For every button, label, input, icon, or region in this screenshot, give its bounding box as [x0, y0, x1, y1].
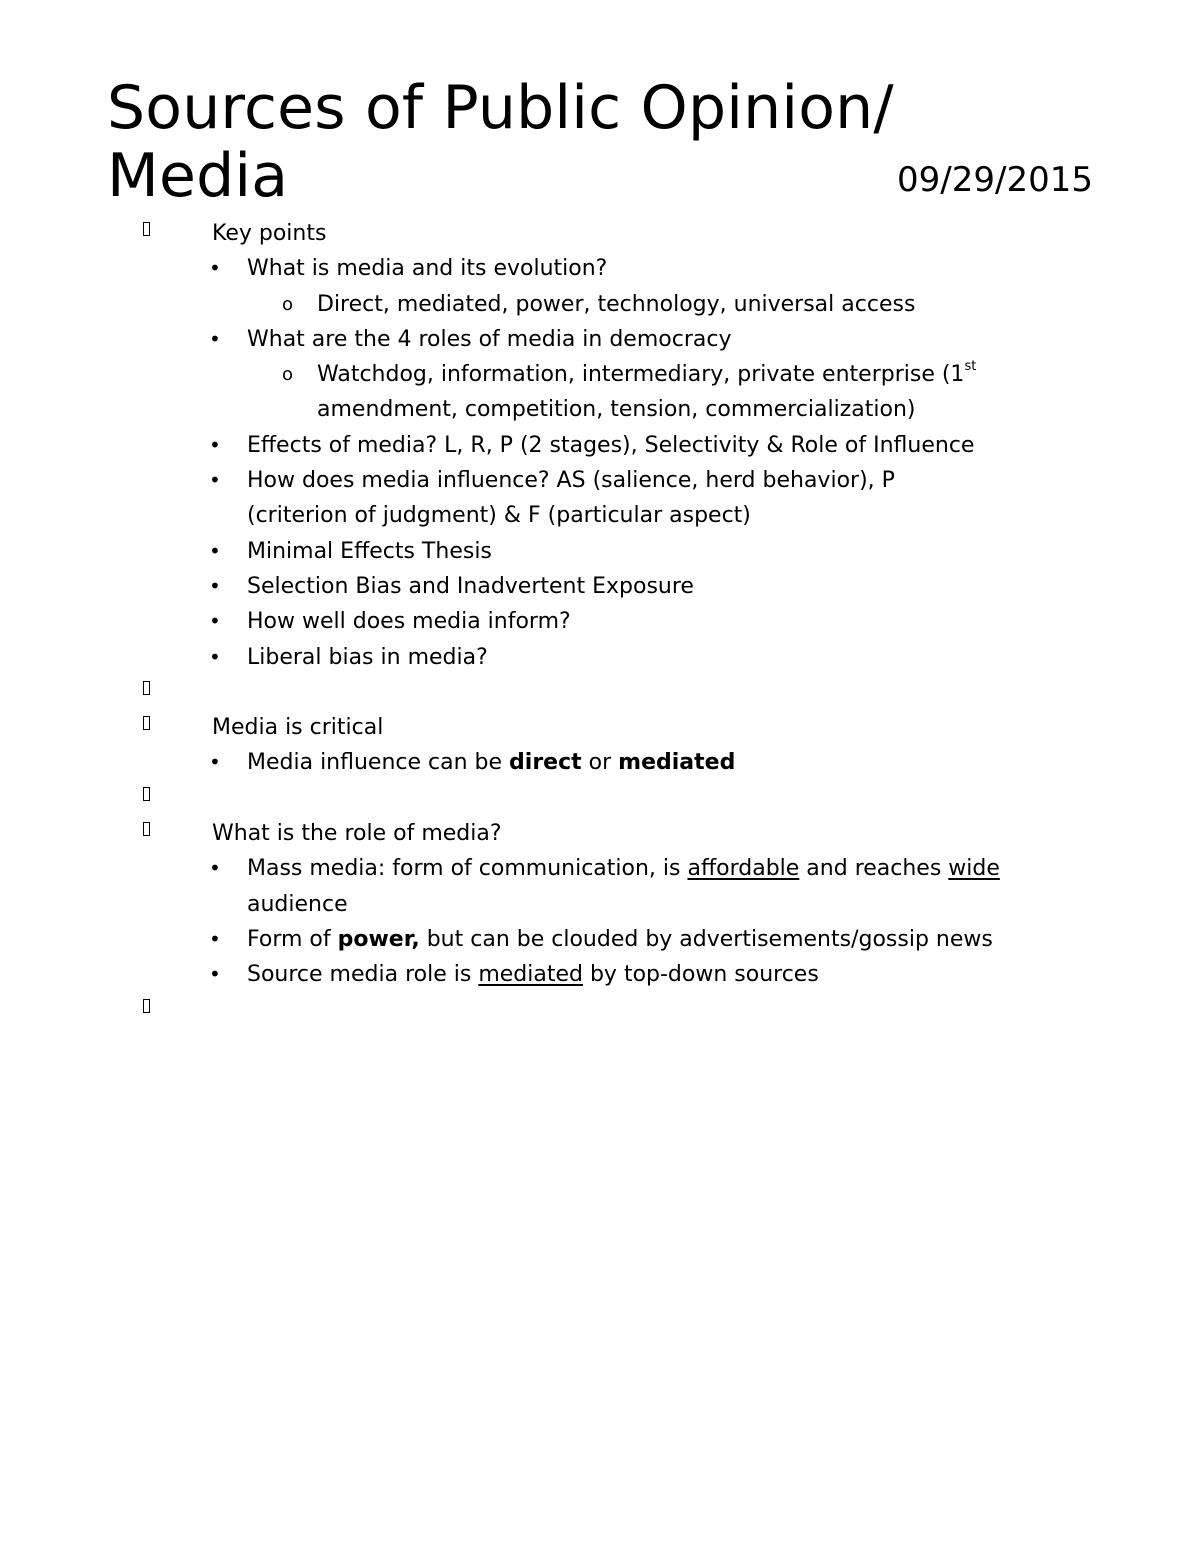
sub-list-item: o Watchdog, information, intermediary, private enterprise (1st	[0, 357, 1200, 392]
list-item: • How does media influence? AS (salience, herd behavior), P	[0, 463, 1200, 498]
sub-list-item-continuation: amendment, competition, tension, commercialization)	[317, 397, 916, 423]
list-item: • Media influence can be direct or mediated	[0, 745, 1200, 780]
page-title-line-1: Sources of Public Opinion/	[107, 73, 894, 143]
list-item-continuation: audience	[247, 891, 348, 917]
circle-bullet-icon: o	[282, 364, 294, 386]
circle-bullet-icon: o	[282, 293, 294, 315]
bullet-icon: •	[209, 926, 221, 951]
bullet-icon: •	[209, 609, 221, 634]
list-item-continuation: (criterion of judgment) & F (particular aspect)	[247, 503, 751, 529]
bullet-icon: •	[209, 538, 221, 563]
missing-glyph-icon	[143, 219, 150, 243]
bullet-icon: •	[209, 326, 221, 351]
list-item: • What is media and its evolution?	[0, 251, 1200, 286]
list-item: • Form of power, but can be clouded by advertisements/gossip news	[0, 922, 1200, 957]
notes-body	[0, 216, 1200, 1028]
list-item: • How well does media inform?	[0, 604, 1200, 639]
list-item: • Selection Bias and Inadvertent Exposure	[0, 569, 1200, 604]
section-media-critical-heading: Media is critical	[0, 710, 1200, 745]
empty-line	[0, 993, 1200, 1028]
list-item: • Effects of media? L, R, P (2 stages), Selectivity & Role of Influence	[0, 428, 1200, 463]
bullet-icon: •	[209, 573, 221, 598]
bullet-icon: •	[209, 432, 221, 457]
list-item: • Mass media: form of communication, is affordable and reaches wide	[0, 851, 1200, 886]
section-role-of-media-heading: What is the role of media?	[0, 816, 1200, 851]
bullet-icon: •	[209, 256, 221, 281]
list-item: • Liberal bias in media?	[0, 640, 1200, 675]
bullet-icon: •	[209, 856, 221, 881]
empty-line	[0, 781, 1200, 816]
list-item: • What are the 4 roles of media in democracy	[0, 322, 1200, 357]
empty-line	[0, 675, 1200, 710]
list-item: • Source media role is mediated by top-down sources	[0, 957, 1200, 992]
section-key-points-heading: Key points	[0, 216, 1200, 251]
bullet-icon: •	[209, 644, 221, 669]
page-title-line-2: Media	[107, 141, 289, 211]
sub-list-item: o Direct, mediated, power, technology, universal access	[0, 287, 1200, 322]
missing-glyph-icon	[143, 678, 150, 702]
bullet-icon: •	[209, 750, 221, 775]
missing-glyph-icon	[143, 713, 150, 737]
bullet-icon: •	[209, 962, 221, 987]
missing-glyph-icon	[143, 819, 150, 843]
note-date: 09/29/2015	[897, 160, 1093, 200]
bullet-icon: •	[209, 468, 221, 493]
list-item: • Minimal Effects Thesis	[0, 534, 1200, 569]
missing-glyph-icon	[143, 996, 150, 1020]
missing-glyph-icon	[143, 784, 150, 808]
